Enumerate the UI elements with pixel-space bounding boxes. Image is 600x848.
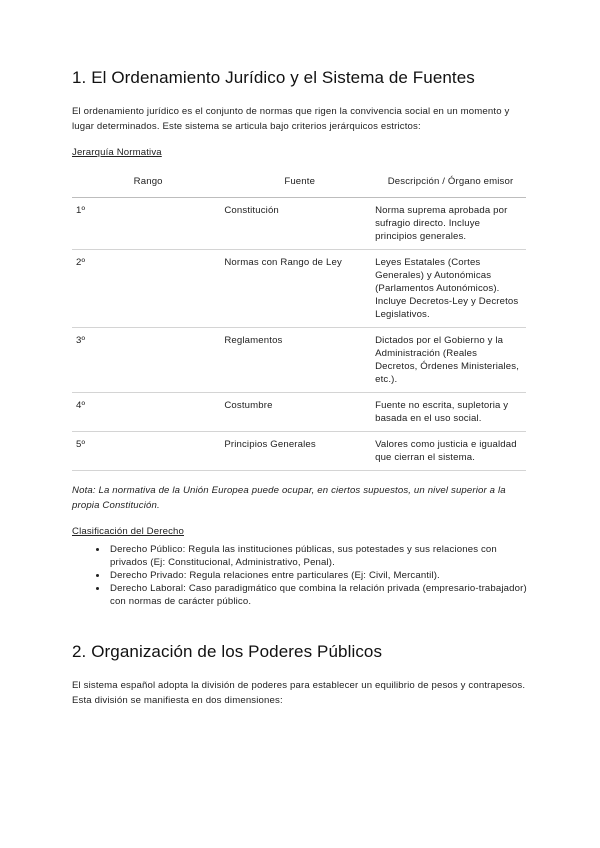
table-row — [72, 432, 526, 471]
rank-cell: 2º — [72, 250, 224, 328]
description-cell: Fuente no escrita, supletoria y basada en el uso social. — [375, 393, 526, 432]
table-row — [72, 393, 526, 432]
hierarchy-table — [72, 168, 526, 471]
source-cell: Constitución — [224, 198, 375, 250]
table-header-row — [72, 168, 526, 198]
table-row — [72, 250, 526, 328]
source-cell: Principios Generales — [224, 432, 375, 471]
list-item: • Derecho Público: Regula las instituciones públicas, sus potestades y sus relaciones con privados (Ej: Constitucional, Administrativo, Penal). — [108, 543, 528, 569]
section-2-intro: El sistema español adopta la división de poderes para establecer un equilibrio de pesos y contrapesos. Esta división se manifiesta en dos dimensiones: — [72, 680, 526, 706]
description-cell: Valores como justicia e igualdad que cierran el sistema. — [375, 432, 526, 471]
hierarchy-heading: Jerarquía Normativa — [72, 147, 162, 158]
header-description: Descripción / Órgano emisor — [375, 168, 526, 198]
source-cell: Normas con Rango de Ley — [224, 250, 375, 328]
list-item: • Derecho Laboral: Caso paradigmático que combina la relación privada (empresario-trabajador) con normas de carácter público. — [108, 582, 528, 608]
description-cell: Norma suprema aprobada por sufragio directo. Incluye principios generales. — [375, 198, 526, 250]
rank-cell: 5º — [72, 432, 224, 471]
classification-heading: Clasificación del Derecho — [72, 526, 184, 537]
eu-note: Nota: La normativa de la Unión Europea puede ocupar, en ciertos supuestos, un nivel superior a la propia Constitución. — [72, 485, 506, 511]
source-cell: Reglamentos — [224, 328, 375, 393]
header-source: Fuente — [224, 168, 375, 198]
rank-cell: 3º — [72, 328, 224, 393]
header-rank: Rango — [72, 168, 224, 198]
section-1-title: 1. El Ordenamiento Jurídico y el Sistema de Fuentes — [72, 68, 475, 87]
table-row — [72, 328, 526, 393]
classification-list — [72, 543, 528, 608]
description-cell: Dictados por el Gobierno y la Administración (Reales Decretos, Órdenes Ministeriales, etc.). — [375, 328, 526, 393]
list-item: • Derecho Privado: Regula relaciones entre particulares (Ej: Civil, Mercantil). — [108, 569, 528, 582]
rank-cell: 4º — [72, 393, 224, 432]
source-cell: Costumbre — [224, 393, 375, 432]
description-cell: Leyes Estatales (Cortes Generales) y Autonómicas (Parlamentos Autonómicos). Incluye Decretos-Ley y Decretos Legislativos. — [375, 250, 526, 328]
table-row — [72, 198, 526, 250]
section-1-intro: El ordenamiento jurídico es el conjunto de normas que rigen la convivencia social en un momento y lugar determinados. Este sistema se articula bajo criterios jerárquicos estrictos: — [72, 106, 510, 132]
section-2-title: 2. Organización de los Poderes Públicos — [72, 642, 383, 661]
rank-cell: 1º — [72, 198, 224, 250]
